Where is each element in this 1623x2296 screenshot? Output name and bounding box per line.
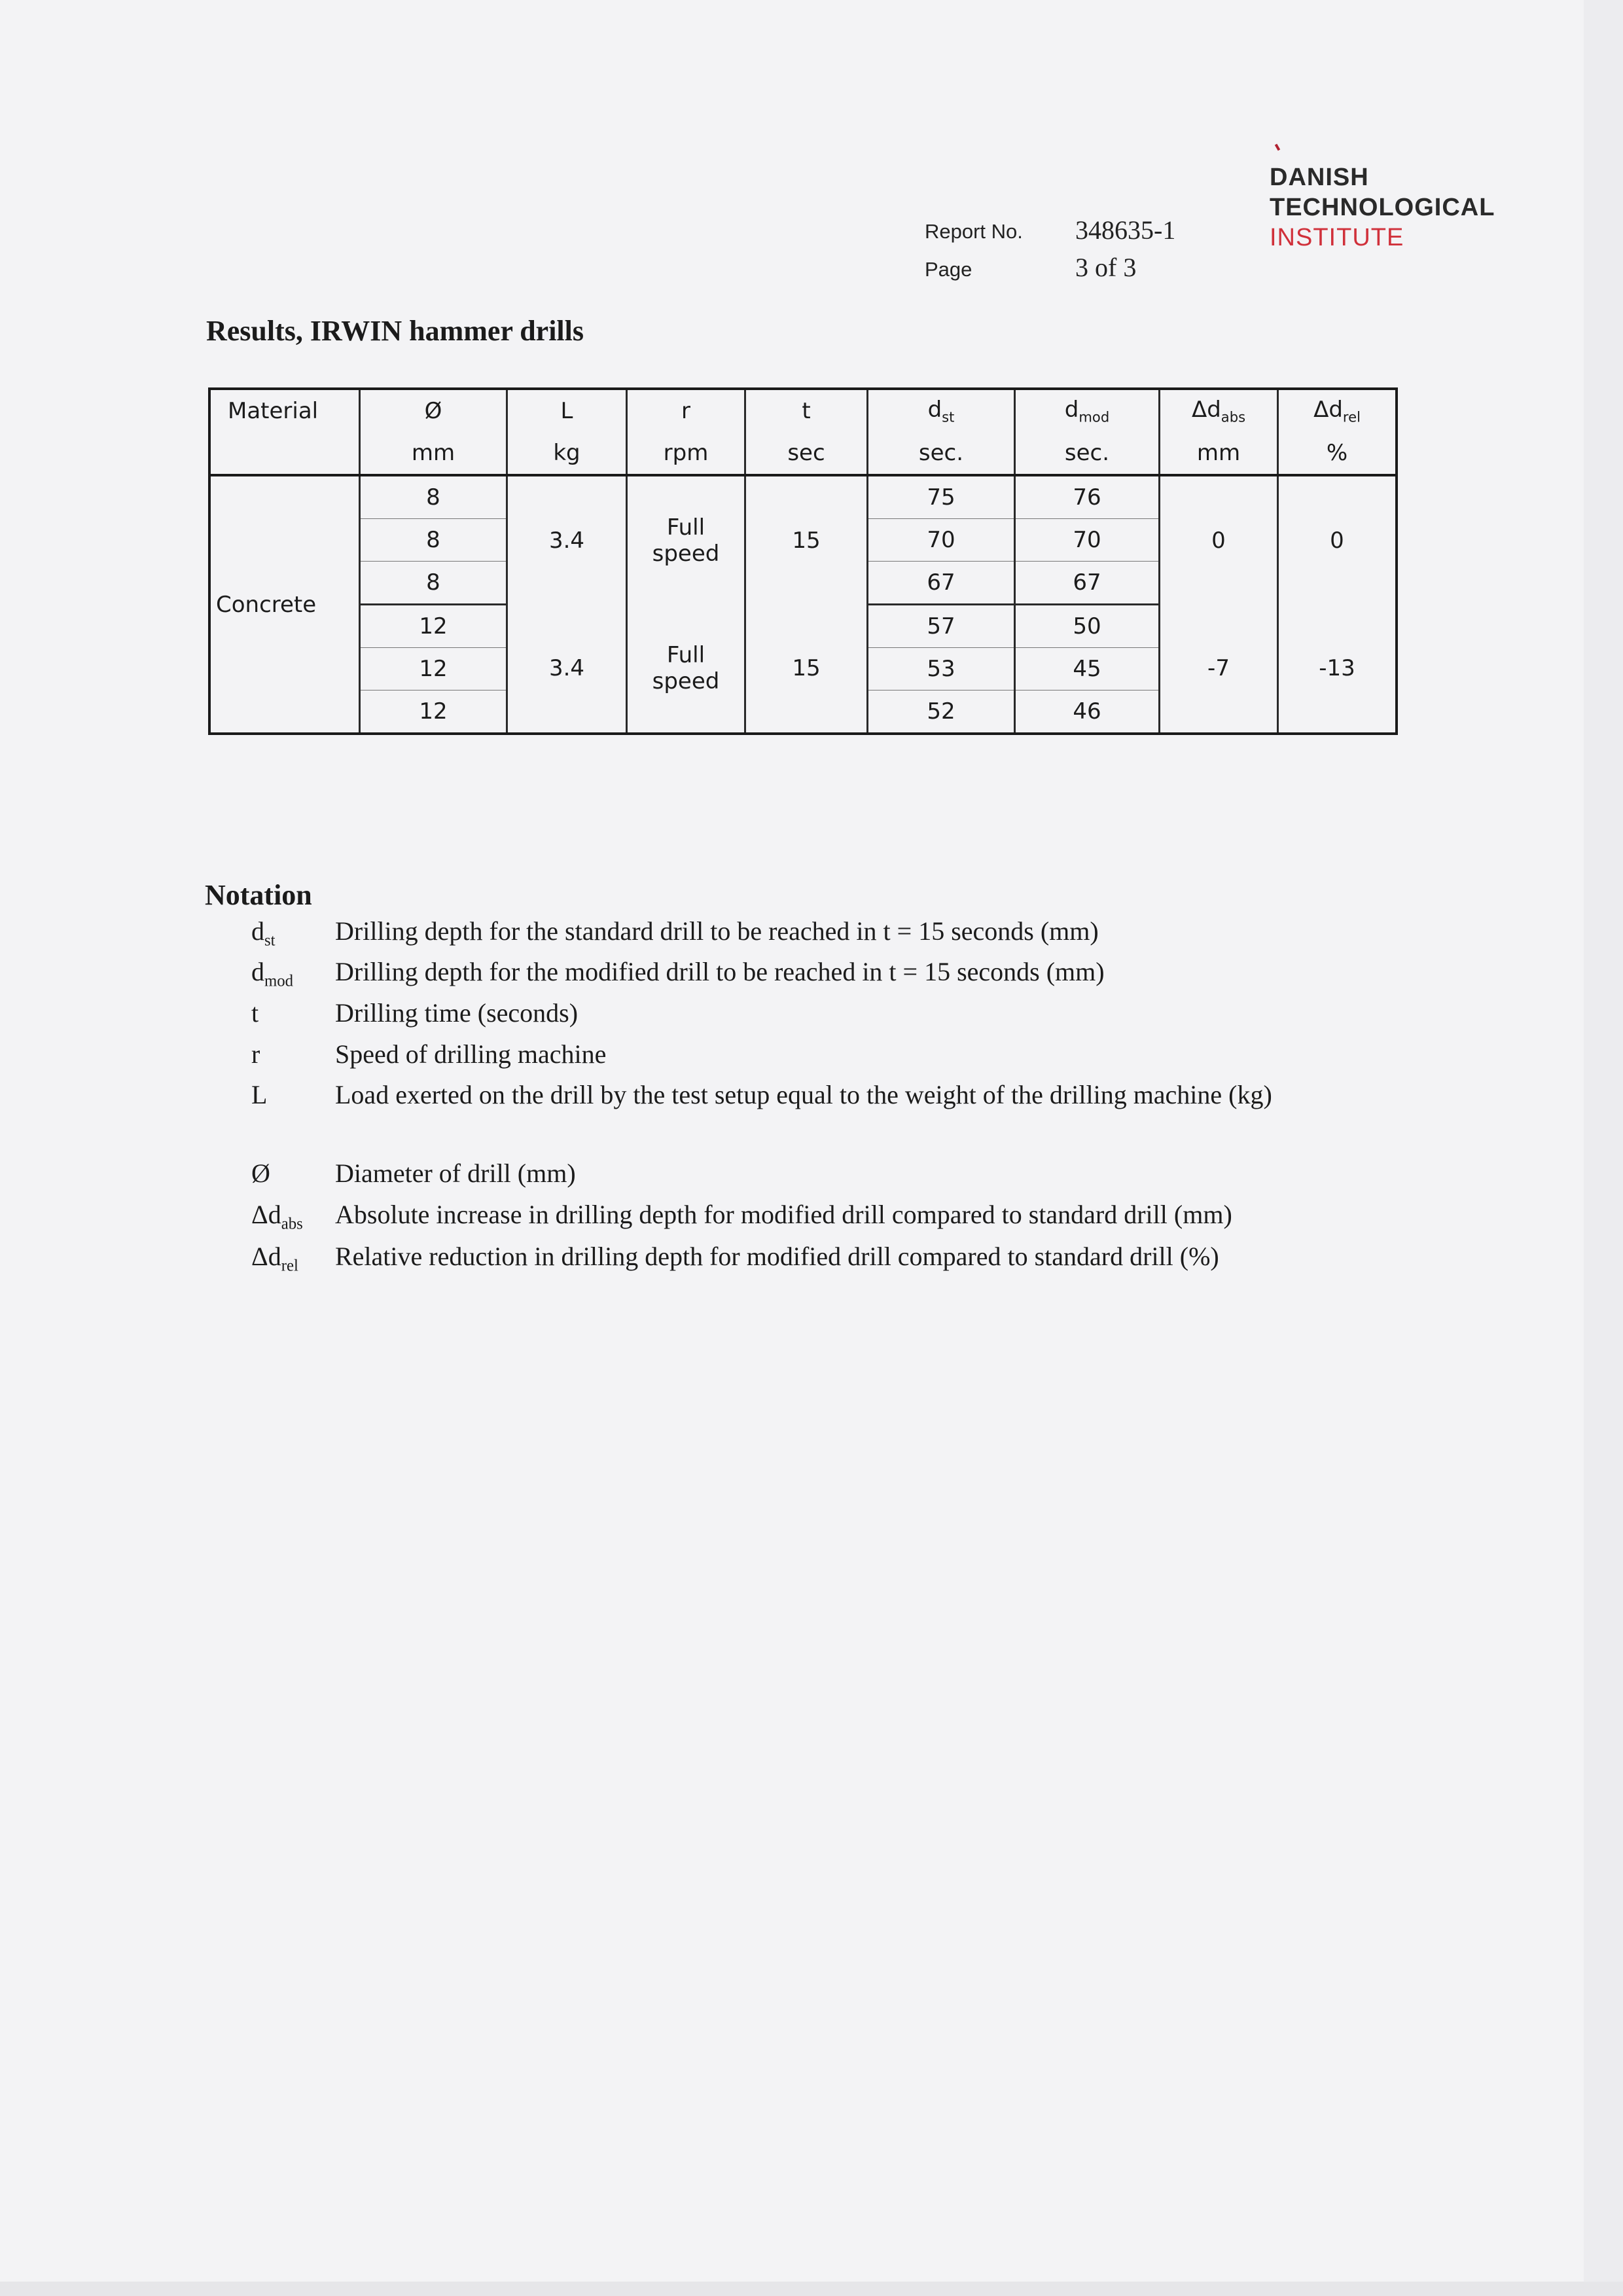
header-material: Material (209, 389, 360, 475)
material-cell: Concrete (209, 475, 360, 734)
notation-description: Relative reduction in drilling depth for modified drill compared to standard drill (%) (335, 1242, 1219, 1271)
notation-description: Load exerted on the drill by the test setup equal to the weight of the drilling machine (kg) (335, 1080, 1272, 1109)
notation-symbol (251, 957, 336, 997)
table-row (209, 475, 1397, 519)
notation-symbol-sub: abs (281, 1215, 303, 1233)
header-dst-sub: st (942, 408, 955, 425)
diameter-cell: 12 (360, 648, 507, 691)
unit-row (209, 432, 1397, 475)
notation-symbol (251, 998, 336, 1038)
notation-title: Notation (205, 879, 312, 911)
notation-symbol (251, 1039, 336, 1079)
table-row (209, 605, 1397, 648)
page-edge-shadow (1584, 0, 1623, 2296)
institute-logo (1270, 144, 1495, 253)
speed-line-2: speed (652, 540, 720, 567)
notation-symbol (251, 1242, 336, 1282)
notation-symbol-sub: rel (281, 1257, 298, 1275)
unit-load: kg (507, 432, 627, 475)
notation-symbol-main: Ø (251, 1158, 270, 1188)
results-table (208, 387, 1398, 735)
time-cell: 15 (745, 605, 868, 734)
dst-cell: 52 (868, 691, 1015, 734)
unit-dmod: sec. (1015, 432, 1160, 475)
header-dst-main: d (927, 397, 942, 423)
header-dmod-main: d (1064, 397, 1079, 423)
header-speed: r (627, 389, 745, 432)
notation-symbol-main: Δd (251, 1200, 281, 1229)
dst-cell: 67 (868, 562, 1015, 605)
notation-symbol-main: L (251, 1080, 268, 1109)
diameter-cell: 8 (360, 562, 507, 605)
logo-line-1: DANISH (1270, 164, 1369, 191)
dst-cell: 53 (868, 648, 1015, 691)
notation-symbol (251, 1080, 336, 1120)
unit-speed: rpm (627, 432, 745, 475)
dmod-cell: 70 (1015, 519, 1160, 562)
header-dmod (1015, 389, 1160, 432)
notation-symbol-main: d (251, 916, 264, 946)
header-dabs-sub: abs (1221, 408, 1246, 425)
dst-cell: 57 (868, 605, 1015, 648)
dmod-cell: 50 (1015, 605, 1160, 648)
dmod-cell: 46 (1015, 691, 1160, 734)
dmod-cell: 45 (1015, 648, 1160, 691)
notation-symbol-sub: mod (264, 972, 294, 990)
dmod-cell: 76 (1015, 475, 1160, 519)
notation-symbol-main: r (251, 1039, 260, 1069)
header-time: t (745, 389, 868, 432)
notation-description: Absolute increase in drilling depth for modified drill compared to standard drill (mm) (335, 1200, 1232, 1229)
notation-description: Drilling depth for the modified drill to be reached in t = 15 seconds (mm) (335, 957, 1105, 986)
notation-description: Drilling time (seconds) (335, 998, 579, 1028)
speed-cell (627, 605, 745, 734)
notation-description: Diameter of drill (mm) (335, 1158, 576, 1188)
unit-diameter: mm (360, 432, 507, 475)
header-dmod-sub: mod (1079, 408, 1110, 425)
notation-description: Drilling depth for the standard drill to be reached in t = 15 seconds (mm) (335, 916, 1099, 946)
header-dabs (1160, 389, 1278, 432)
drel-cell: 0 (1278, 475, 1397, 605)
page-label: Page (925, 258, 972, 281)
notation-symbol (251, 1200, 336, 1240)
header-row (209, 389, 1397, 432)
unit-drel: % (1278, 432, 1397, 475)
notation-symbol-main: Δd (251, 1242, 281, 1271)
header-drel-main: Δd (1313, 397, 1343, 423)
page-title: Results, IRWIN hammer drills (206, 315, 584, 347)
diameter-cell: 12 (360, 605, 507, 648)
report-number-value: 348635-1 (1075, 215, 1176, 245)
header-load: L (507, 389, 627, 432)
notation-symbol-sub: st (264, 931, 276, 950)
speed-cell (627, 475, 745, 605)
unit-dst: sec. (868, 432, 1015, 475)
diameter-cell: 8 (360, 519, 507, 562)
notation-symbol (251, 1158, 336, 1198)
dst-cell: 70 (868, 519, 1015, 562)
dst-cell: 75 (868, 475, 1015, 519)
speed-line-2: speed (652, 668, 720, 695)
unit-dabs: mm (1160, 432, 1278, 475)
notation-description: Speed of drilling machine (335, 1039, 607, 1069)
drel-cell: -13 (1278, 605, 1397, 734)
speed-line-1: Full (666, 642, 705, 669)
diameter-cell: 12 (360, 691, 507, 734)
notation-symbol-main: d (251, 957, 264, 986)
time-cell: 15 (745, 475, 868, 605)
notation-symbol-main: t (251, 998, 259, 1028)
unit-time: sec (745, 432, 868, 475)
load-cell: 3.4 (507, 475, 627, 605)
header-drel-sub: rel (1342, 408, 1361, 425)
dabs-cell: -7 (1160, 605, 1278, 734)
logo-line-2: TECHNOLOGICAL (1270, 194, 1495, 221)
dabs-cell: 0 (1160, 475, 1278, 605)
header-dst (868, 389, 1015, 432)
page-bottom-edge (0, 2282, 1623, 2296)
page-value: 3 of 3 (1075, 253, 1137, 282)
report-number-label: Report No. (925, 220, 1023, 243)
dmod-cell: 67 (1015, 562, 1160, 605)
load-cell: 3.4 (507, 605, 627, 734)
speed-line-1: Full (666, 514, 705, 541)
notation-symbol (251, 916, 336, 956)
header-drel (1278, 389, 1397, 432)
logo-mark-icon (1275, 144, 1280, 151)
logo-line-3: INSTITUTE (1270, 224, 1404, 251)
diameter-cell: 8 (360, 475, 507, 519)
header-diameter: Ø (360, 389, 507, 432)
header-dabs-main: Δd (1191, 397, 1221, 423)
